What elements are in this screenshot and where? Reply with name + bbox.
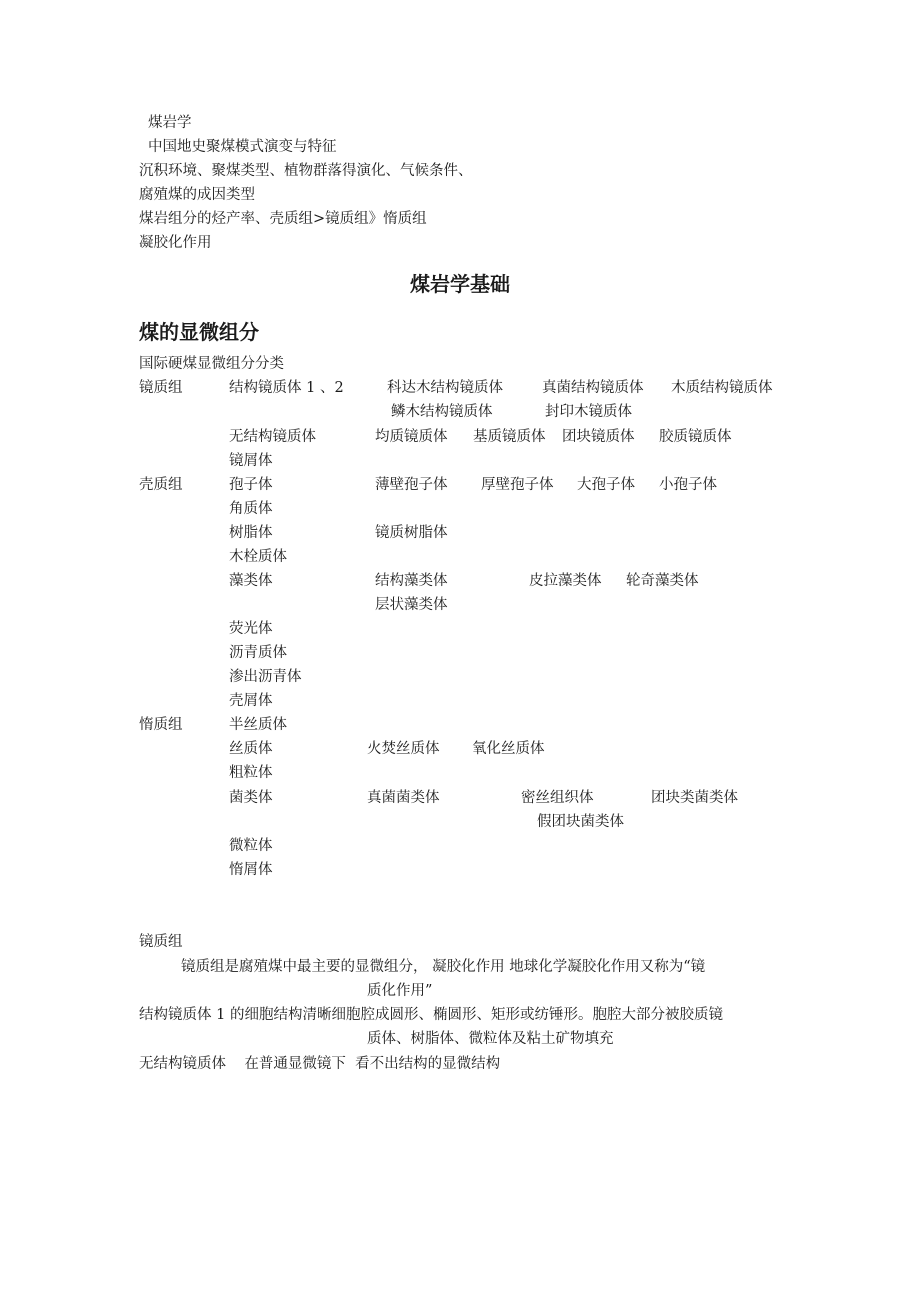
submaceral: 密丝组织体 — [521, 790, 594, 806]
intro-line: 沉积环境、聚煤类型、植物群落得演化、气候条件、 — [139, 163, 473, 179]
maceral: 半丝质体 — [229, 717, 287, 733]
submaceral: 假团块菌类体 — [537, 814, 624, 830]
maceral: 荧光体 — [229, 621, 273, 637]
intro-line: 腐殖煤的成因类型 — [139, 187, 255, 203]
submaceral: 胶质镜质体 — [659, 429, 732, 445]
submaceral: 鳞木结构镜质体 — [391, 404, 493, 420]
notes-paragraph: 结构镜质体 1 的细胞结构清晰细胞腔成圆形、椭圆形、矩形或纺锤形。胞腔大部分被胶质镜 — [139, 1007, 723, 1023]
maceral: 沥青质体 — [229, 645, 287, 661]
intro-line: 凝胶化作用 — [139, 235, 212, 251]
maceral: 渗出沥青体 — [229, 669, 302, 685]
submaceral: 小孢子体 — [659, 477, 717, 493]
submaceral: 氧化丝质体 — [472, 741, 545, 757]
submaceral: 层状藻类体 — [375, 597, 448, 613]
group-label-inertinite: 惰质组 — [139, 717, 183, 733]
maceral: 菌类体 — [229, 790, 273, 806]
maceral: 粗粒体 — [229, 765, 273, 781]
submaceral: 真菌结构镜质体 — [542, 380, 644, 396]
maceral: 壳屑体 — [229, 693, 273, 709]
maceral: 无结构镜质体 — [229, 429, 316, 445]
maceral: 微粒体 — [229, 838, 273, 854]
submaceral: 薄壁孢子体 — [375, 477, 448, 493]
maceral: 镜屑体 — [229, 453, 273, 469]
group-label-exinite: 壳质组 — [139, 477, 183, 493]
submaceral: 真菌菌类体 — [367, 790, 440, 806]
submaceral: 团块类菌类体 — [651, 790, 738, 806]
submaceral: 结构藻类体 — [375, 573, 448, 589]
submaceral: 镜质树脂体 — [375, 525, 448, 541]
submaceral: 皮拉藻类体 — [529, 573, 602, 589]
submaceral: 封印木镜质体 — [545, 404, 632, 420]
section-heading: 煤的显微组分 — [139, 320, 259, 344]
submaceral: 基质镜质体 — [473, 429, 546, 445]
intro-line: 煤岩组分的烃产率、壳质组>镜质组》惰质组 — [139, 211, 427, 227]
document-title: 煤岩学基础 — [410, 272, 510, 296]
maceral: 惰屑体 — [229, 862, 273, 878]
notes-paragraph: 质化作用” — [367, 983, 433, 999]
maceral: 角质体 — [229, 501, 273, 517]
submaceral: 木质结构镜质体 — [671, 380, 773, 396]
notes-paragraph: 无结构镜质体 在普通显微镜下 看不出结构的显微结构 — [139, 1056, 501, 1072]
maceral: 木栓质体 — [229, 549, 287, 565]
intro-line: 煤岩学 — [148, 115, 192, 131]
submaceral: 均质镜质体 — [375, 429, 448, 445]
maceral: 藻类体 — [229, 573, 273, 589]
submaceral: 大孢子体 — [577, 477, 635, 493]
intro-line: 中国地史聚煤模式演变与特征 — [148, 139, 337, 155]
notes-paragraph: 质体、树脂体、微粒体及粘土矿物填充 — [367, 1031, 614, 1047]
submaceral: 火焚丝质体 — [367, 741, 440, 757]
notes-heading: 镜质组 — [139, 934, 183, 950]
submaceral: 厚壁孢子体 — [481, 477, 554, 493]
submaceral: 轮奇藻类体 — [626, 573, 699, 589]
notes-paragraph: 镜质组是腐殖煤中最主要的显微组分， 凝胶化作用 地球化学凝胶化作用又称为“镜 — [181, 959, 706, 975]
maceral: 结构镜质体 1 、2 — [229, 380, 344, 396]
submaceral: 团块镜质体 — [562, 429, 635, 445]
group-label-vitrinite: 镜质组 — [139, 380, 183, 396]
maceral: 丝质体 — [229, 741, 273, 757]
classification-caption: 国际硬煤显微组分分类 — [139, 356, 284, 372]
maceral: 树脂体 — [229, 525, 273, 541]
submaceral: 科达木结构镜质体 — [387, 380, 503, 396]
maceral: 孢子体 — [229, 477, 273, 493]
